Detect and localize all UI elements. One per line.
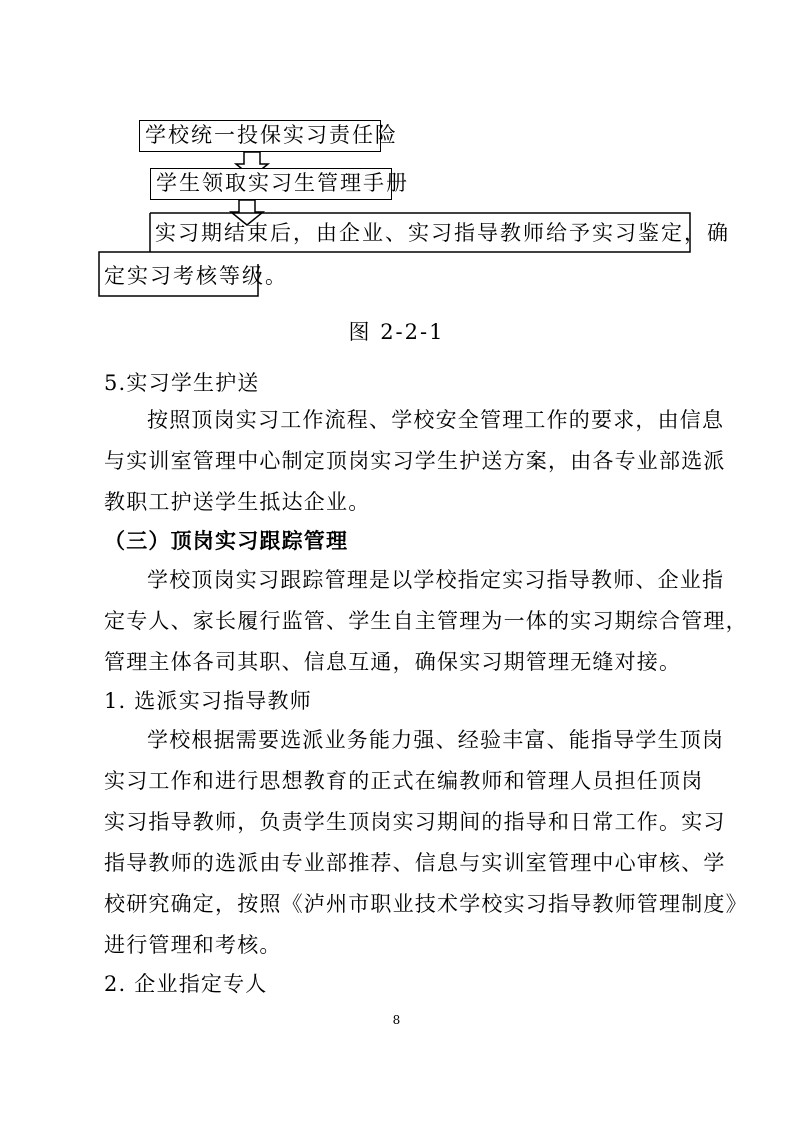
paragraph-line: 教职工护送学生抵达企业。 xyxy=(104,490,371,514)
paragraph-line: 学校根据需要选派业务能力强、经验丰富、能指导学生顶岗 xyxy=(147,728,725,752)
paragraph-line: 管理主体各司其职、信息互通，确保实习期管理无缝对接。 xyxy=(104,650,682,674)
flow-step-handbook: 学生领取实习生管理手册 xyxy=(150,168,392,200)
section-2-title: 2. 企业指定专人 xyxy=(104,972,268,996)
paragraph-line: 按照顶岗实习工作流程、学校安全管理工作的要求，由信息 xyxy=(147,408,725,432)
figure-caption: 图 2-2-1 xyxy=(348,320,445,344)
paragraph-line: 实习指导教师，负责学生顶岗实习期间的指导和日常工作。实习 xyxy=(104,810,726,834)
flow-step-appraisal-line1: 实习期结束后，由企业、实习指导教师给予实习鉴定，确 xyxy=(155,221,730,245)
paragraph-line: 校研究确定，按照《泸州市职业技术学校实习指导教师管理制度》 xyxy=(104,892,748,916)
section-5-title: 5.实习学生护送 xyxy=(104,371,260,395)
paragraph-line: 定专人、家长履行监管、学生自主管理为一体的实习期综合管理， xyxy=(104,609,748,633)
flow-step-appraisal-line2: 定实习考核等级。 xyxy=(104,264,288,288)
section-1-title: 1. 选派实习指导教师 xyxy=(104,689,312,713)
section-3-heading: （三）顶岗实习跟踪管理 xyxy=(104,529,349,553)
paragraph-line: 指导教师的选派由专业部推荐、信息与实训室管理中心审核、学 xyxy=(104,851,726,875)
paragraph-line: 实习工作和进行思想教育的正式在编教师和管理人员担任顶岗 xyxy=(104,769,704,793)
paragraph-line: 进行管理和考核。 xyxy=(104,933,282,957)
paragraph-line: 学校顶岗实习跟踪管理是以学校指定实习指导教师、企业指 xyxy=(147,568,725,592)
flow-step-insurance: 学校统一投保实习责任险 xyxy=(139,120,381,152)
paragraph-line: 与实训室管理中心制定顶岗实习学生护送方案，由各专业部选派 xyxy=(104,449,726,473)
page-number: 8 xyxy=(392,1013,401,1027)
